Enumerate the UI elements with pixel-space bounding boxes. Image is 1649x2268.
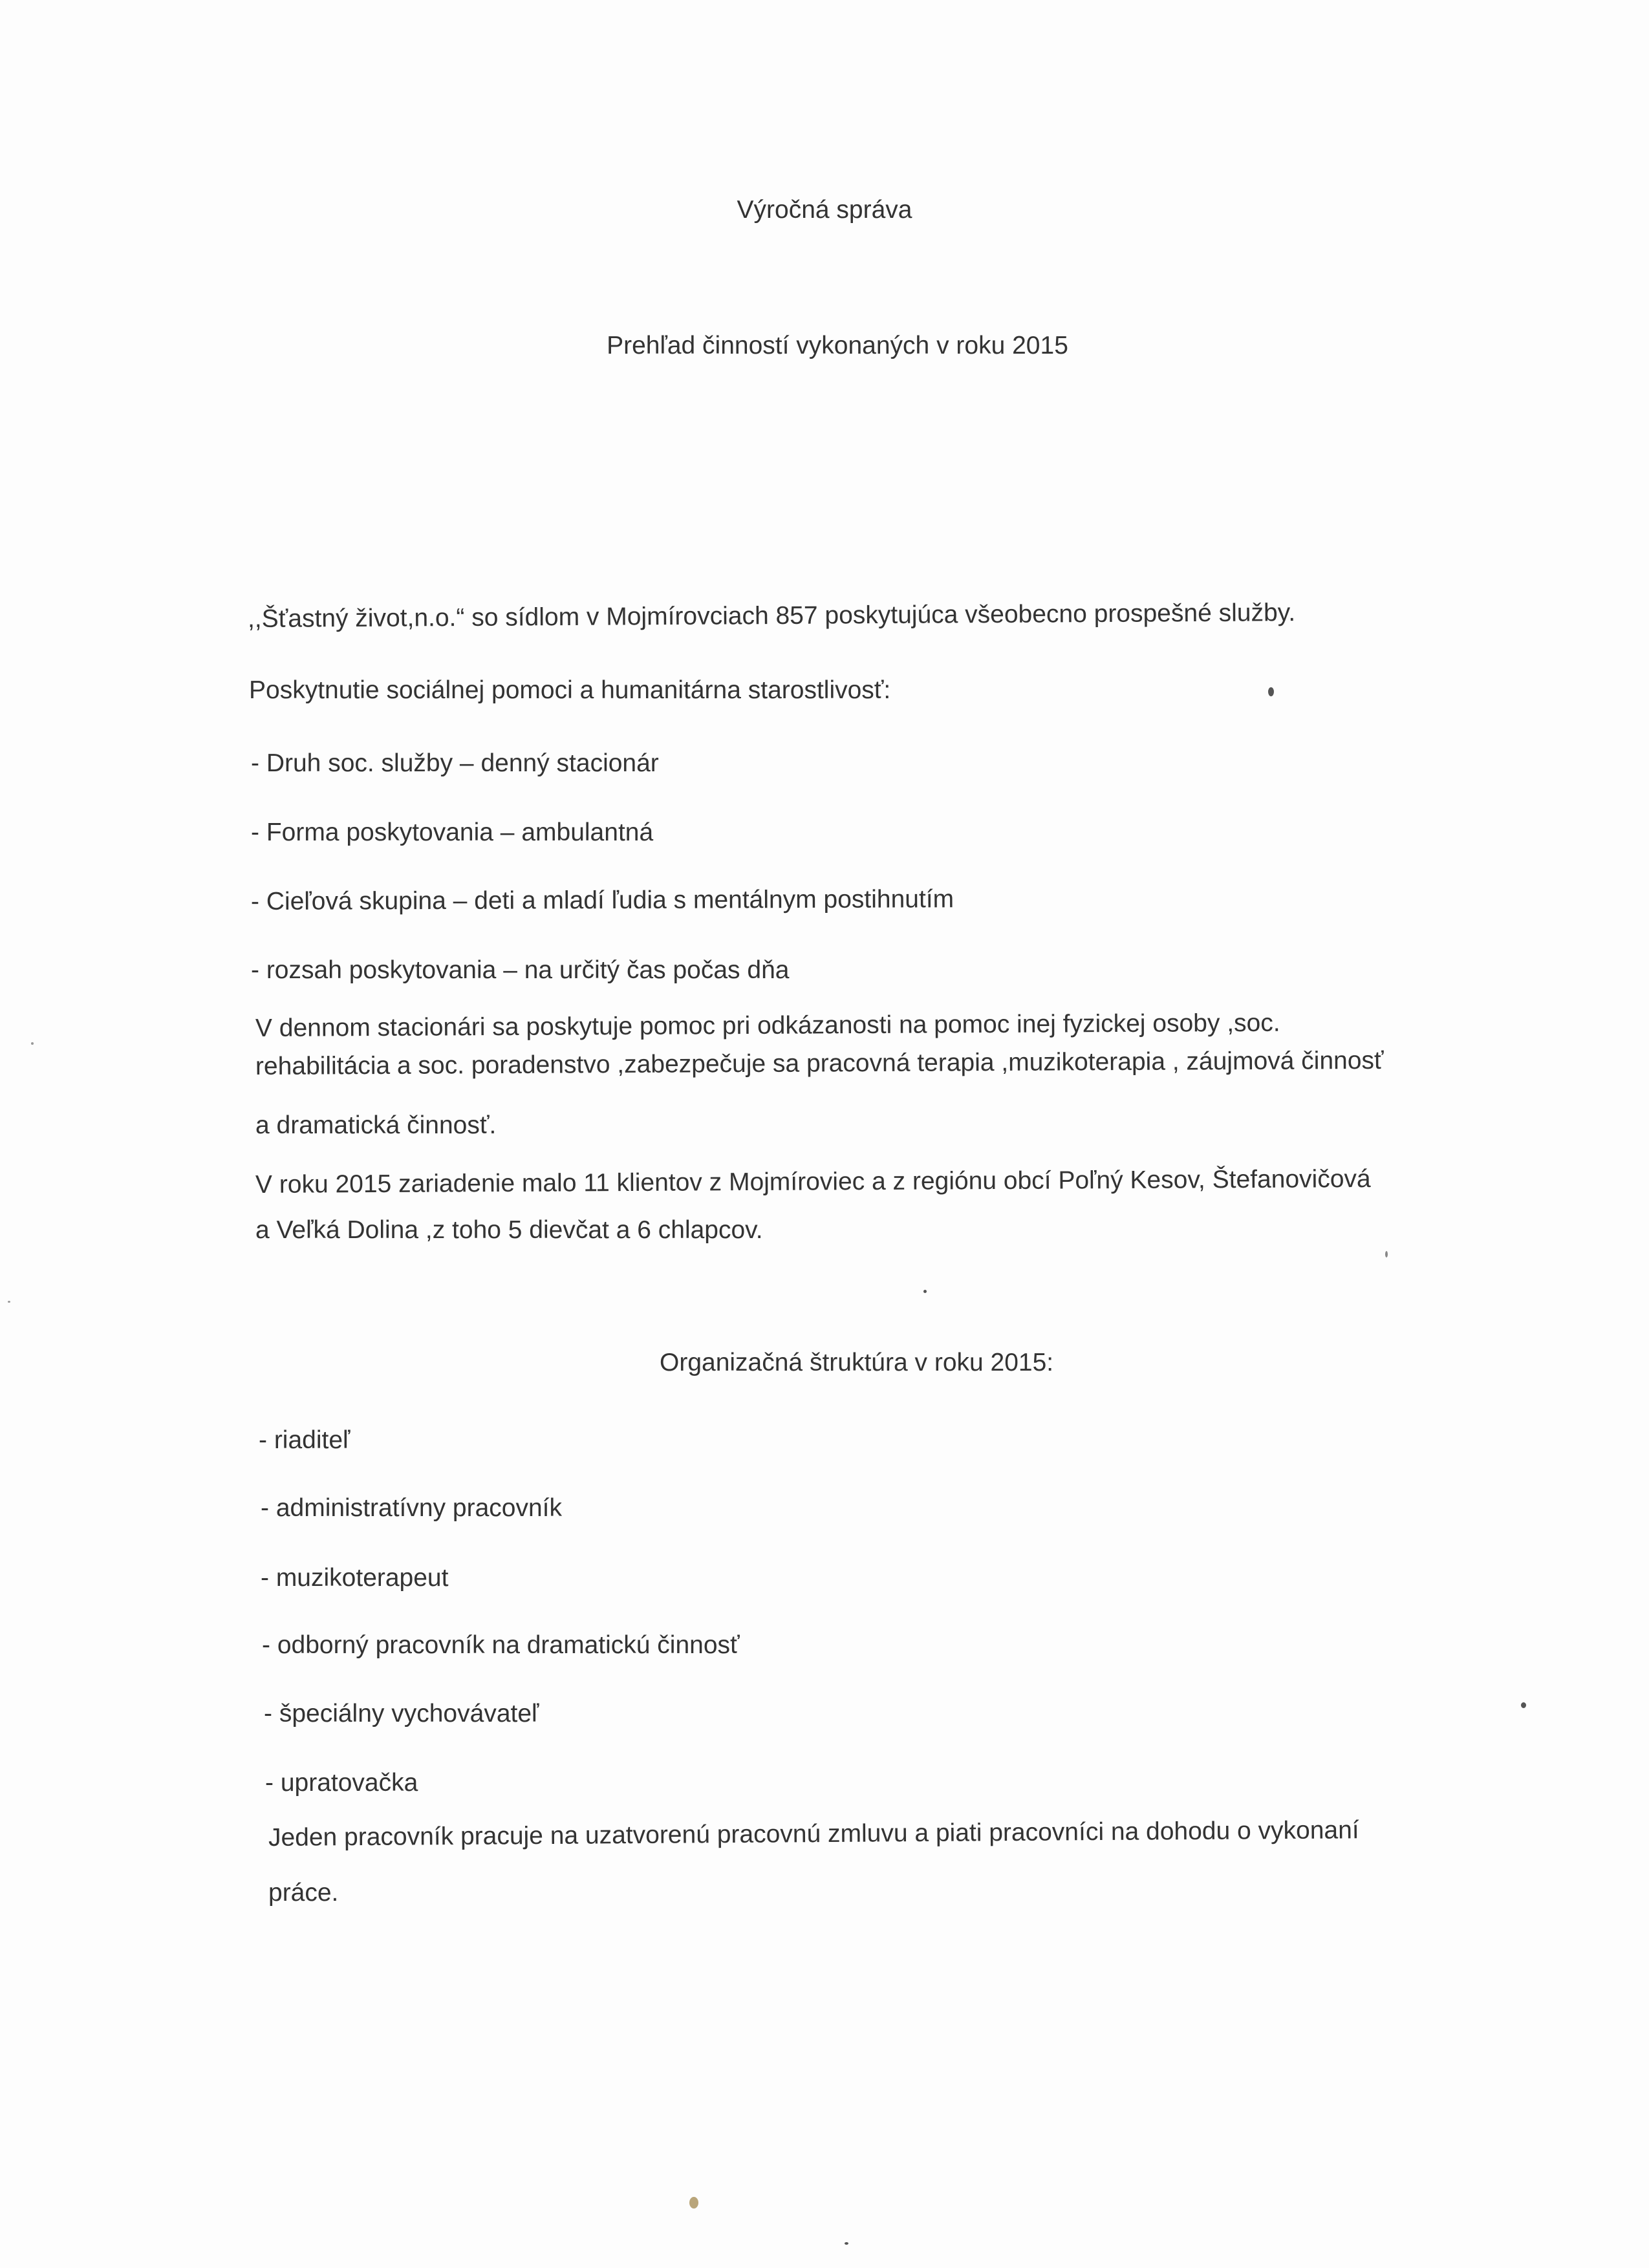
organization-line: ,,Šťastný život,n.o.“ so sídlom v Mojmírovciach 857 poskytujúca všeobecno prospešné služby. xyxy=(247,599,1296,633)
care-line: Poskytnutie sociálnej pomoci a humanitárna starostlivosť: xyxy=(249,676,891,704)
structure-item: - administratívny pracovník xyxy=(261,1494,563,1522)
document-title: Výročná správa xyxy=(737,196,912,224)
structure-item: - upratovačka xyxy=(265,1769,418,1797)
service-item: - Cieľová skupina – deti a mladí ľudia s mentálnym postihnutím xyxy=(250,885,954,915)
clients-paragraph-line: V roku 2015 zariadenie malo 11 klientov z Mojmíroviec a z regiónu obcí Poľný Kesov, Štefanovičová xyxy=(255,1164,1371,1199)
structure-item: - odborný pracovník na dramatickú činnosť xyxy=(262,1631,740,1659)
scan-speck xyxy=(689,2197,698,2209)
services-paragraph-line: rehabilitácia a soc. poradenstvo ,zabezpečuje sa pracovná terapia ,muzikoterapia , záujmová činnosť xyxy=(255,1046,1384,1080)
scan-speck xyxy=(31,1042,34,1045)
service-item: - Forma poskytovania – ambulantná xyxy=(251,818,654,846)
structure-item: - špeciálny vychovávateľ xyxy=(264,1700,539,1728)
document-subtitle: Prehľad činností vykonaných v roku 2015 xyxy=(607,332,1068,359)
structure-heading: Organizačná štruktúra v roku 2015: xyxy=(660,1349,1054,1376)
scan-speck xyxy=(8,1301,10,1303)
staff-paragraph-line: Jeden pracovník pracuje na uzatvorenú pracovnú zmluvu a piati pracovníci na dohodu o vykonaní xyxy=(268,1816,1359,1852)
scan-speck xyxy=(1268,687,1274,696)
scan-speck xyxy=(1521,1702,1526,1708)
scan-speck xyxy=(845,2242,848,2245)
structure-item: - muzikoterapeut xyxy=(261,1564,449,1592)
staff-paragraph-line: práce. xyxy=(268,1879,339,1907)
clients-paragraph-line: a Veľká Dolina ,z toho 5 dievčat a 6 chlapcov. xyxy=(255,1216,763,1244)
services-paragraph-line: a dramatická činnosť. xyxy=(255,1111,497,1139)
services-paragraph-line: V dennom stacionári sa poskytuje pomoc pri odkázanosti na pomoc inej fyzickej osoby ,soc. xyxy=(255,1009,1280,1042)
scan-speck xyxy=(1385,1251,1388,1257)
scan-speck xyxy=(923,1290,927,1293)
service-item: - Druh soc. služby – denný stacionár xyxy=(251,749,659,777)
structure-item: - riaditeľ xyxy=(259,1426,350,1454)
service-item: - rozsah poskytovania – na určitý čas počas dňa xyxy=(251,956,790,984)
